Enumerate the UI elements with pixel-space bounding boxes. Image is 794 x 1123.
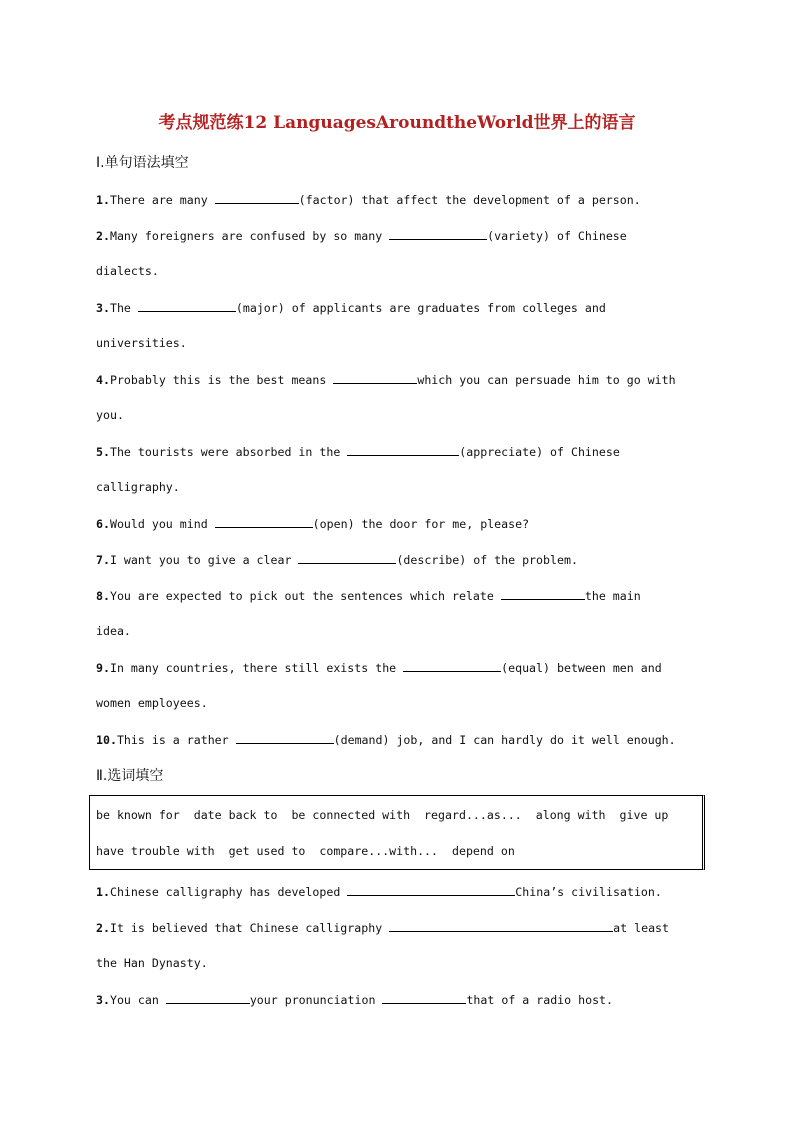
answer-blank[interactable] bbox=[389, 919, 613, 932]
answer-blank[interactable] bbox=[501, 587, 585, 600]
question-8-cont: idea. bbox=[96, 624, 131, 638]
answer-blank[interactable] bbox=[138, 299, 236, 312]
word-bank-line-1: be known for date back to be connected with regard...as... along with give up bbox=[96, 808, 669, 822]
question-5-cont: calligraphy. bbox=[96, 480, 180, 494]
question-4: 4.Probably this is the best means which you can persuade him to go with bbox=[96, 373, 676, 387]
question-9-cont: women employees. bbox=[96, 696, 208, 710]
question-1: 1.There are many (factor) that affect the development of a person. bbox=[96, 193, 641, 207]
section1-heading: Ⅰ.单句语法填空 bbox=[96, 155, 189, 171]
word-bank-line-2: have trouble with get used to compare...with... depend on bbox=[96, 844, 515, 858]
question-9: 9.In many countries, there still exists the (equal) between men and bbox=[96, 661, 662, 675]
word-bank-box bbox=[89, 795, 705, 870]
answer-blank[interactable] bbox=[382, 991, 466, 1004]
answer-blank[interactable] bbox=[215, 515, 313, 528]
question-3-cont: universities. bbox=[96, 336, 187, 350]
question-6: 6.Would you mind (open) the door for me, please? bbox=[96, 517, 530, 531]
answer-blank[interactable] bbox=[389, 227, 487, 240]
section2-heading: Ⅱ.选词填空 bbox=[96, 768, 164, 784]
answer-blank[interactable] bbox=[347, 883, 515, 896]
question-2-cont: dialects. bbox=[96, 264, 159, 278]
question-8: 8.You are expected to pick out the sentences which relate the main bbox=[96, 589, 641, 603]
answer-blank[interactable] bbox=[236, 731, 334, 744]
fill-question-2: 2.It is believed that Chinese calligraphy at least bbox=[96, 921, 670, 935]
fill-question-1: 1.Chinese calligraphy has developed China’s civilisation. bbox=[96, 885, 662, 899]
answer-blank[interactable] bbox=[403, 659, 501, 672]
question-7: 7.I want you to give a clear (describe) of the problem. bbox=[96, 553, 578, 567]
fill-question-3: 3.You can your pronunciation that of a radio host. bbox=[96, 993, 614, 1007]
answer-blank[interactable] bbox=[215, 191, 299, 204]
question-5: 5.The tourists were absorbed in the (appreciate) of Chinese bbox=[96, 445, 620, 459]
question-4-cont: you. bbox=[96, 408, 124, 422]
fill-question-2-cont: the Han Dynasty. bbox=[96, 956, 208, 970]
answer-blank[interactable] bbox=[333, 371, 417, 384]
page-title: 考点规范练12 LanguagesAroundtheWorld世界上的语言 bbox=[158, 113, 636, 133]
answer-blank[interactable] bbox=[166, 991, 250, 1004]
answer-blank[interactable] bbox=[347, 443, 459, 456]
question-10: 10.This is a rather (demand) job, and I can hardly do it well enough. bbox=[96, 733, 676, 747]
question-2: 2.Many foreigners are confused by so many (variety) of Chinese bbox=[96, 229, 627, 243]
question-3: 3.The (major) of applicants are graduates from colleges and bbox=[96, 301, 606, 315]
answer-blank[interactable] bbox=[298, 551, 396, 564]
